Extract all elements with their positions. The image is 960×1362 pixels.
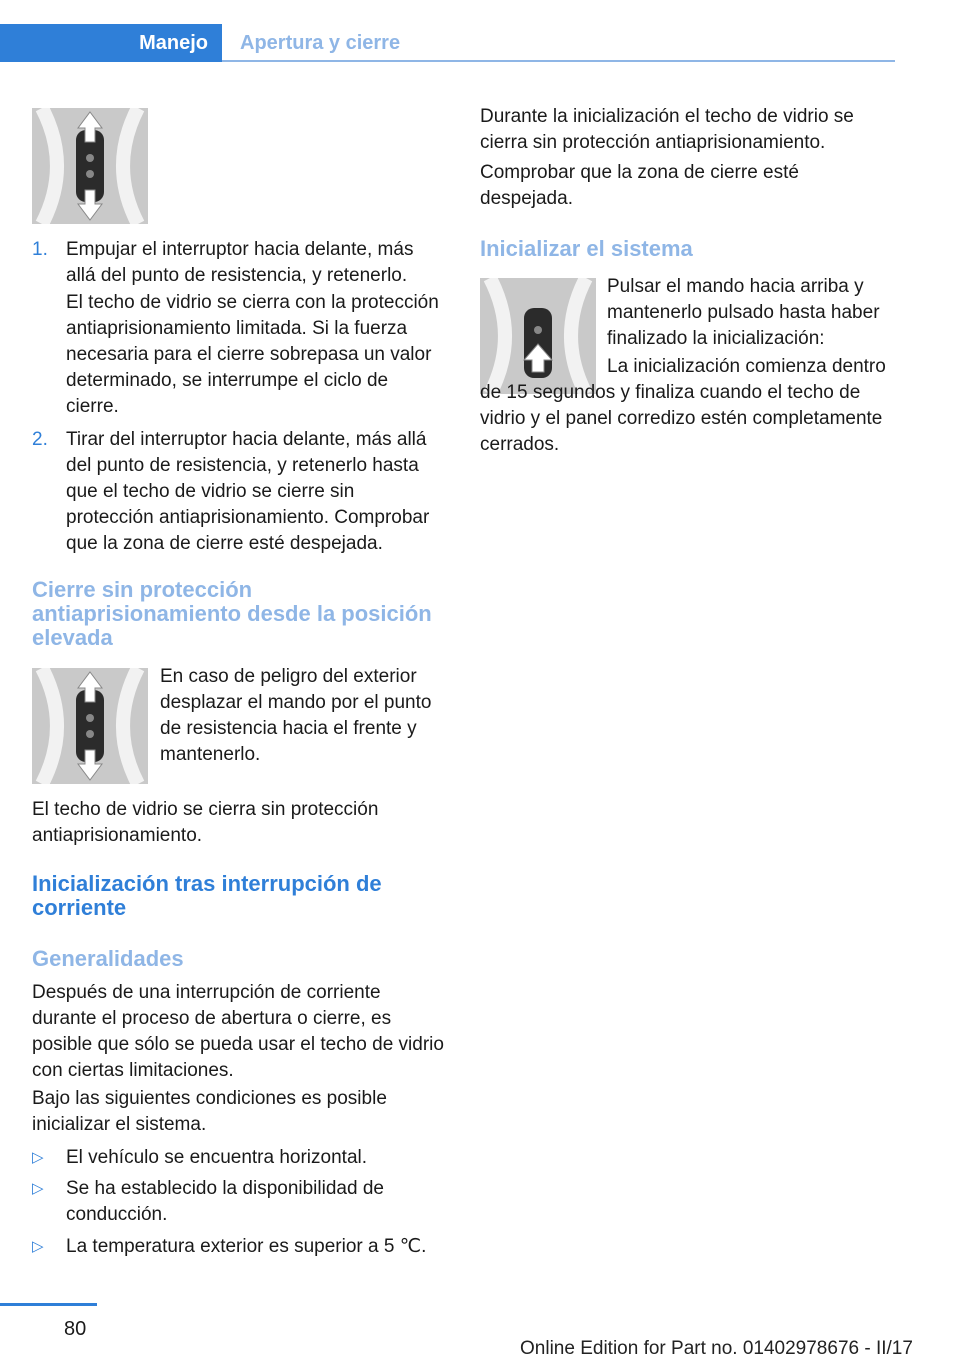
list-item-text: Tirar del interruptor hacia delante, más allá del punto de resistencia, y retenerlo hasta que el techo de vidrio se cierre sin protección antiaprisionamiento. Comprobar que la zona de cierre esté despejada. [66, 429, 430, 554]
bullet-item: La temperatura exterior es superior a 5 ℃. [66, 1236, 427, 1257]
section-tab: Manejo [0, 24, 222, 62]
bullet-triangle-icon: ▷ [32, 1238, 44, 1255]
paragraph-pulsar: Pulsar el mando hacia arriba y mantenerlo pulsado hasta haber finalizado la inicialización: [607, 276, 880, 349]
list-number: 2. [32, 429, 48, 450]
heading-inicializacion: Inicialización tras interrupción de corriente [32, 871, 382, 920]
heading-cierre: Cierre sin protección antiaprisionamiento desde la posición elevada [32, 577, 432, 650]
paragraph-durante: Durante la inicialización el techo de vidrio se cierra sin protección antiaprisionamiento. [480, 106, 854, 153]
bullet-item: Se ha establecido la disponibilidad de conducción. [66, 1178, 384, 1225]
edition-footer: Online Edition for Part no. 01402978676 - II/17 [520, 1338, 913, 1359]
list-item-text: Empujar el interruptor hacia delante, más allá del punto de resistencia, y retenerlo. [66, 239, 414, 286]
list-item-subtext: El techo de vidrio se cierra con la protección antiaprisionamiento limitada. Si la fuerza necesaria para el cierre sobrepasa un valor determinado, se interrumpe el ciclo de cierre. [66, 292, 439, 417]
paragraph-comprobar: Comprobar que la zona de cierre esté despejada. [480, 162, 799, 209]
header-rule [222, 60, 895, 62]
bullet-item: El vehículo se encuentra horizontal. [66, 1147, 368, 1168]
paragraph-cierra: El techo de vidrio se cierra sin protección antiaprisionamiento. [32, 799, 379, 846]
paragraph-comienza: La inicialización comienza dentro de 15 segundos y finaliza cuando el techo de vidrio y el panel corredizo estén completamente cerrados. [480, 356, 886, 455]
bullet-triangle-icon: ▷ [32, 1149, 44, 1166]
bullet-triangle-icon: ▷ [32, 1180, 44, 1197]
switch-illustration-forward [32, 668, 148, 784]
page-number: 80 [64, 1318, 87, 1340]
heading-inicializar: Inicializar el sistema [480, 236, 693, 261]
running-header [0, 0, 895, 62]
footer-rule [0, 1303, 97, 1306]
paragraph-bajo: Bajo las siguientes condiciones es posible inicializar el sistema. [32, 1088, 387, 1135]
topic-tab: Apertura y cierre [240, 31, 401, 54]
list-number: 1. [32, 239, 48, 260]
paragraph-despues: Después de una interrupción de corriente durante el proceso de abertura o cierre, es posible que sólo se pueda usar el techo de vidrio con ciertas limitaciones. [32, 982, 444, 1081]
paragraph-peligro: En caso de peligro del exterior desplazar el mando por el punto de resistencia hacia el frente y mantenerlo. [160, 666, 432, 765]
heading-generalidades: Generalidades [32, 946, 184, 971]
switch-illustration-push [32, 108, 148, 224]
